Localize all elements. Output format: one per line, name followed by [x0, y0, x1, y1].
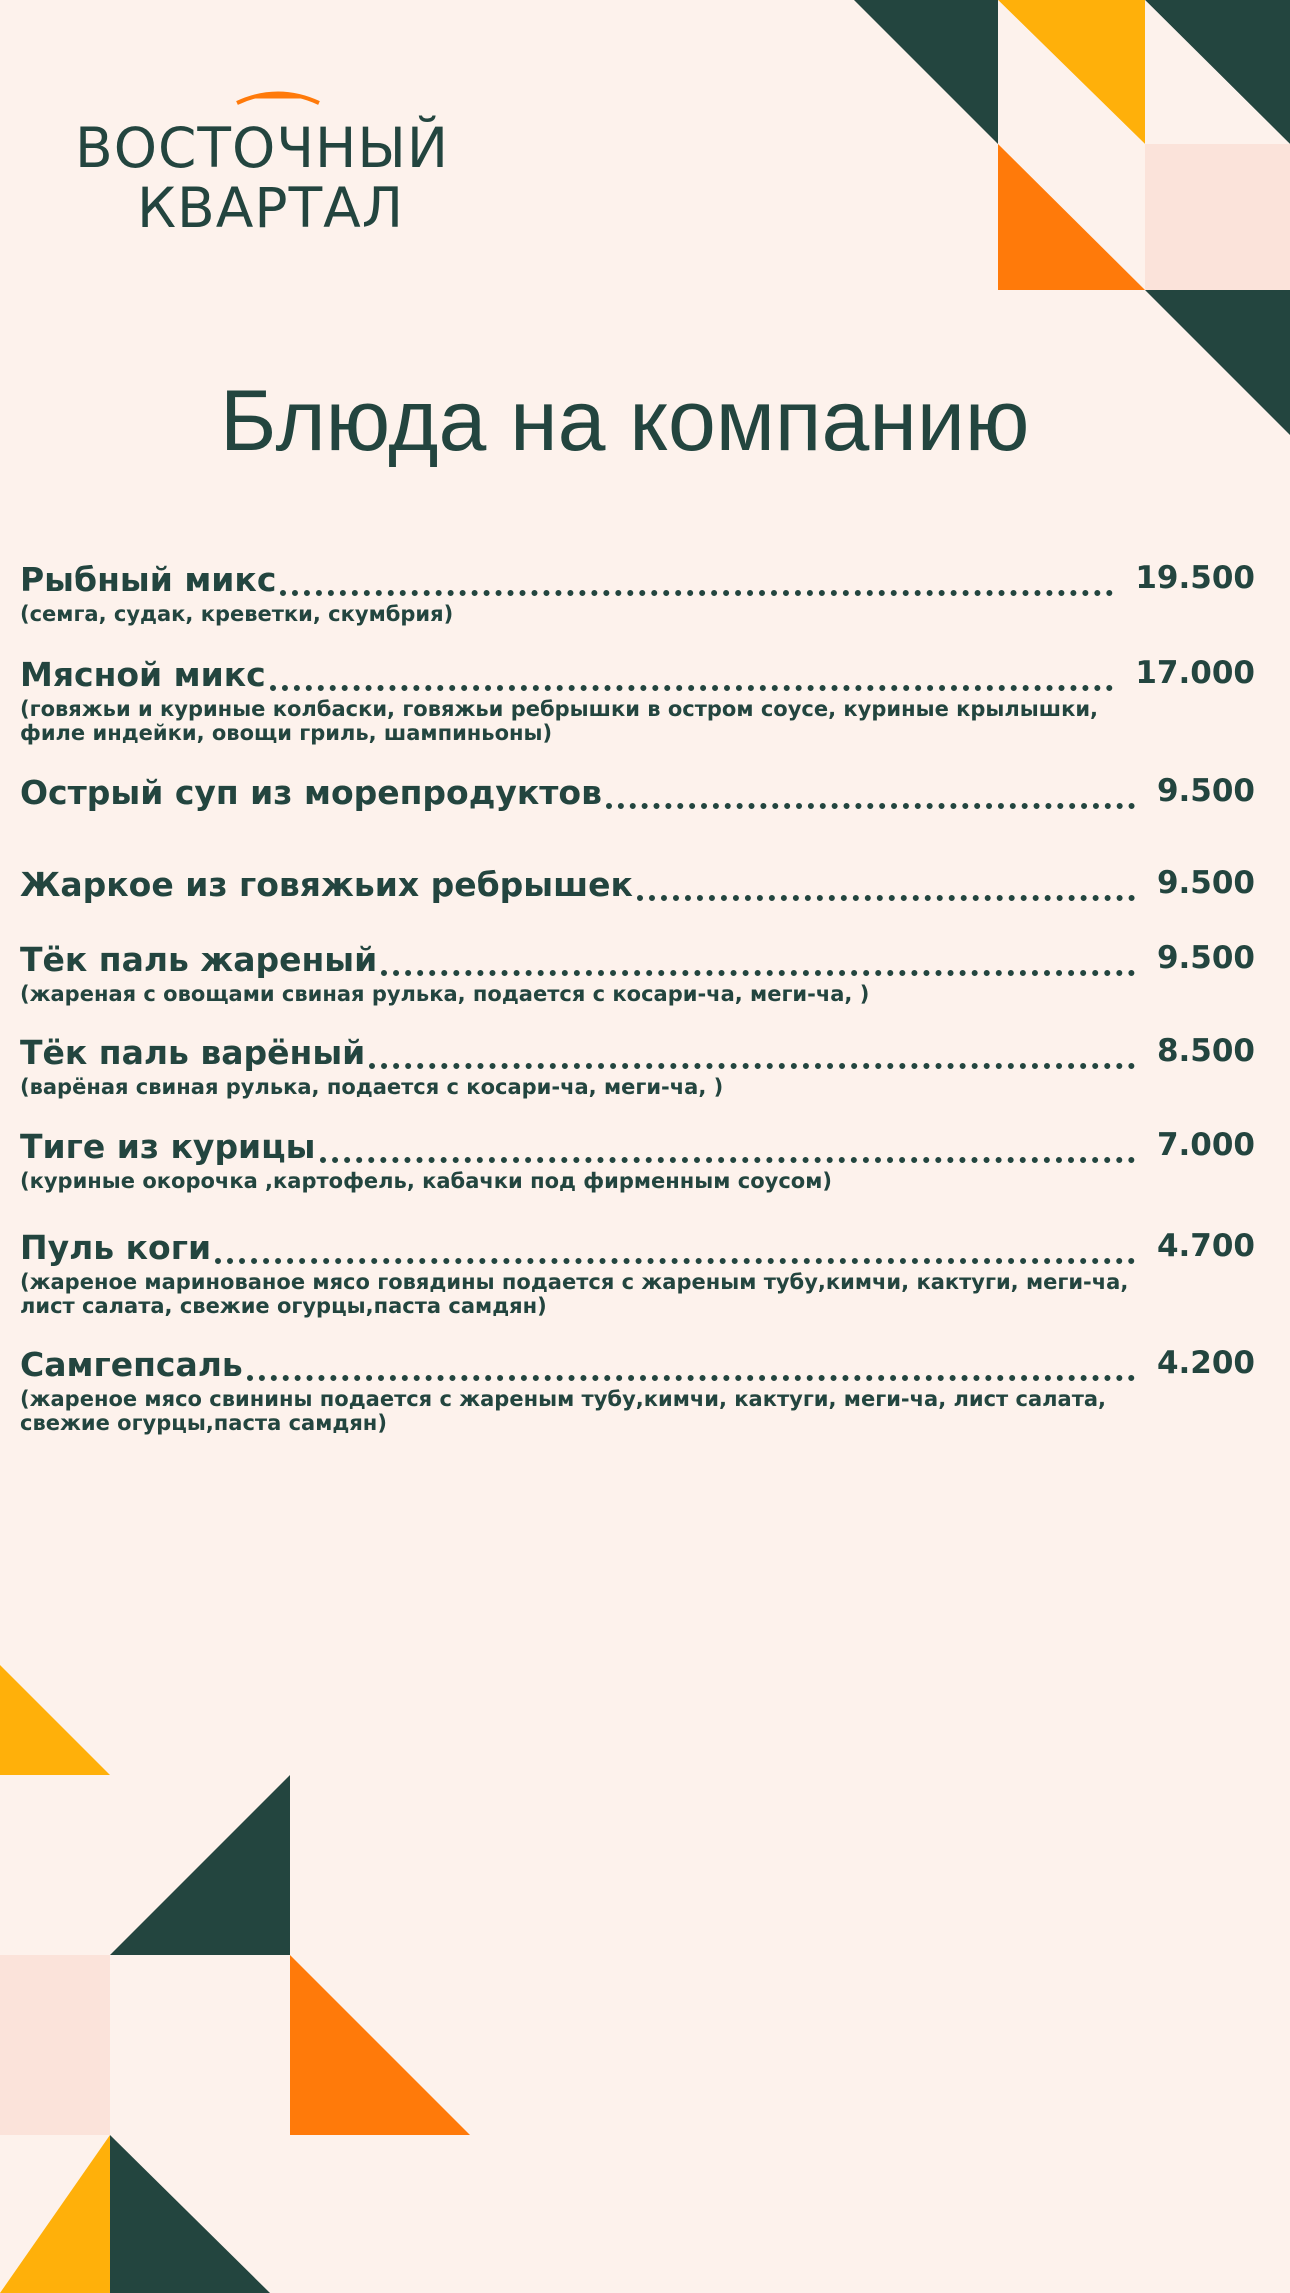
page-title: Блюда на компанию: [220, 373, 1030, 469]
brand-line-2: КВАРТАЛ: [137, 176, 405, 240]
item-description: (жареное маринованое мясо говядины подается с жареным тубу,кимчи, кактуги, меги-ча, лист салата, свежие огурцы,паста самдян): [20, 1270, 1129, 1318]
item-price: 9.500: [1156, 865, 1255, 901]
leader-dots: [270, 685, 1113, 691]
item-name: Рыбный микс: [20, 560, 277, 599]
item-name: Жаркое из говяжьих ребрышек: [20, 865, 633, 904]
deco-square: [1145, 144, 1290, 290]
leader-dots: [280, 590, 1113, 596]
menu-item: [20, 1127, 1255, 1193]
item-name: Тиге из курицы: [20, 1127, 316, 1166]
deco-triangle: [1145, 290, 1290, 435]
item-price: 9.500: [1156, 773, 1255, 809]
leader-dots: [637, 895, 1135, 901]
item-description: (куриные окорочка ,картофель, кабачки под фирменным соусом): [20, 1169, 832, 1193]
brand-line-1: ВОСТОЧНЫЙ: [75, 116, 450, 180]
item-price: 4.200: [1156, 1345, 1255, 1381]
item-description: (семга, судак, креветки, скумбрия): [20, 602, 454, 626]
leader-dots: [320, 1157, 1135, 1163]
item-price: 17.000: [1135, 655, 1255, 691]
item-description: (говяжьи и куриные колбаски, говяжьи ребрышки в остром соусе, куриные крылышки, филе индейки, овощи гриль, шампиньоны): [20, 697, 1099, 745]
brand-logo: [75, 88, 495, 238]
deco-triangle: [998, 144, 1145, 290]
item-description: (жареное мясо свинины подается с жареным тубу,кимчи, кактуги, меги-ча, лист салата, свежие огурцы,паста самдян): [20, 1387, 1107, 1435]
leader-dots: [369, 1063, 1135, 1069]
item-name: Тёк паль жареный: [20, 940, 378, 979]
item-price: 9.500: [1156, 940, 1255, 976]
deco-triangle: [110, 2135, 270, 2293]
deco-triangle: [0, 1665, 110, 1775]
item-description: (жареная с овощами свиная рулька, подается с косари-ча, меги-ча, ): [20, 982, 870, 1006]
item-description: (варёная свиная рулька, подается с косари-ча, меги-ча, ): [20, 1075, 724, 1099]
item-price: 4.700: [1156, 1228, 1255, 1264]
item-name: Тёк паль варёный: [20, 1033, 366, 1072]
menu-item: [20, 940, 1255, 1006]
menu-item: [20, 1345, 1255, 1435]
item-name: Самгепсаль: [20, 1345, 243, 1384]
menu-item: [20, 773, 1255, 813]
menu-item: [20, 655, 1255, 745]
item-price: 7.000: [1156, 1127, 1255, 1163]
leader-dots: [381, 970, 1135, 976]
item-name: Мясной микс: [20, 655, 266, 694]
leader-dots: [215, 1258, 1135, 1264]
menu-item: [20, 1033, 1255, 1099]
menu-item: [20, 1228, 1255, 1318]
item-price: 8.500: [1156, 1033, 1255, 1069]
deco-triangle: [0, 2135, 110, 2293]
deco-triangle: [290, 1955, 470, 2135]
roof-icon: [233, 88, 323, 106]
deco-triangle: [854, 0, 998, 144]
deco-square: [0, 1955, 110, 2135]
menu-item: [20, 865, 1255, 905]
leader-dots: [606, 803, 1135, 809]
deco-triangle: [110, 1775, 290, 1955]
item-name: Пуль коги: [20, 1228, 212, 1267]
item-price: 19.500: [1135, 560, 1255, 596]
menu-item: [20, 560, 1255, 626]
item-name: Острый суп из морепродуктов: [20, 773, 602, 812]
leader-dots: [247, 1375, 1135, 1381]
